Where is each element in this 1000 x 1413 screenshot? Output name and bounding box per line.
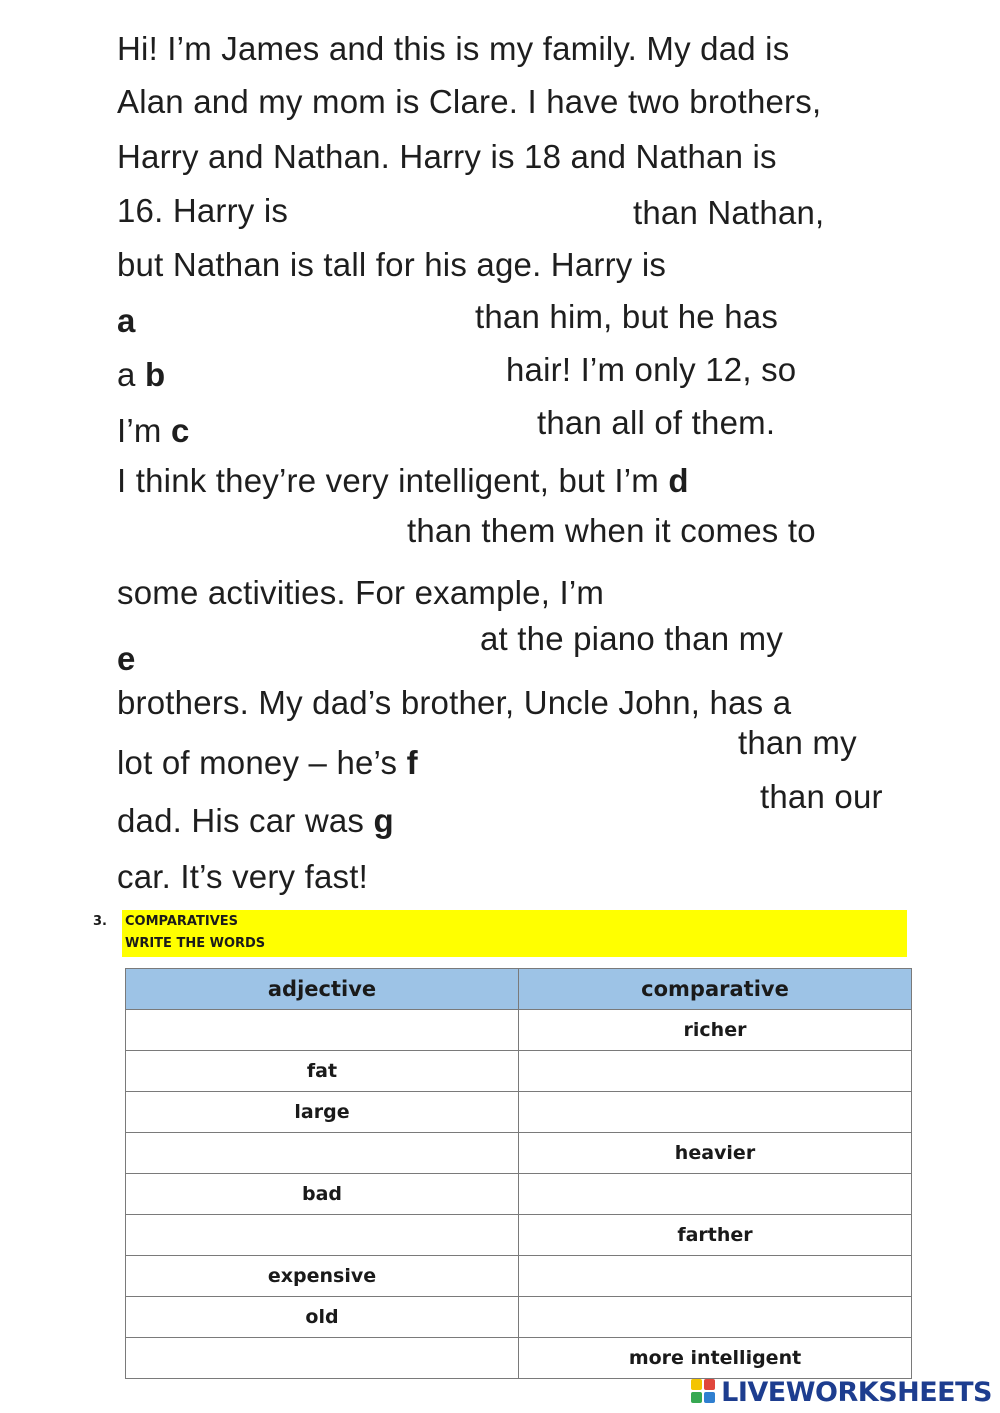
passage-line-7a: a b (117, 356, 166, 393)
section-instruction: WRITE THE WORDS (125, 936, 266, 951)
passage-line-6b: than him, but he has (475, 298, 779, 335)
passage-line-12b: at the piano than my (480, 620, 784, 657)
table-row (126, 1133, 912, 1174)
table-row (126, 1256, 912, 1297)
passage-line-8c: than all of them. (537, 404, 776, 441)
comparative-cell[interactable]: richer (519, 1010, 912, 1051)
gap-label-e: e (117, 640, 136, 677)
logo-squares-icon (691, 1379, 717, 1405)
adjective-cell[interactable] (126, 1338, 519, 1379)
table-row (126, 1215, 912, 1256)
table-row (126, 1051, 912, 1092)
passage-line-1: Hi! I’m James and this is my family. My dad is (117, 30, 790, 67)
comparative-cell[interactable] (519, 1174, 912, 1215)
gap-label-c: c (170, 412, 190, 449)
section-title: COMPARATIVES (125, 914, 238, 929)
adjective-cell[interactable]: expensive (126, 1256, 519, 1297)
passage-line-5: but Nathan is tall for his age. Harry is (117, 246, 667, 283)
table-row (126, 1010, 912, 1051)
passage-line-3: Harry and Nathan. Harry is 18 and Nathan is (117, 138, 777, 175)
gap-label-b: b (144, 356, 166, 393)
table-header-row (126, 969, 912, 1010)
gap-label-f: f (406, 744, 418, 781)
liveworksheets-logo (691, 1377, 992, 1407)
passage-line-4a: 16. Harry is (117, 192, 289, 229)
passage-line-7c: hair! I’m only 12, so (506, 351, 797, 388)
gap-label-d: d (668, 462, 689, 499)
passage-line-11: some activities. For example, I’m (117, 574, 605, 611)
table-row (126, 1092, 912, 1133)
gap-label-a: a (117, 302, 136, 339)
adjective-cell[interactable] (126, 1010, 519, 1051)
table-row (126, 1338, 912, 1379)
passage-line-15c: than our (760, 778, 883, 815)
comparative-cell[interactable]: farther (519, 1215, 912, 1256)
comparative-cell[interactable] (519, 1256, 912, 1297)
passage-line-4b: than Nathan, (633, 194, 825, 231)
passage-line-9: I think they’re very intelligent, but I’m d (117, 462, 689, 499)
adjective-cell[interactable]: large (126, 1092, 519, 1133)
adjective-cell[interactable]: bad (126, 1174, 519, 1215)
passage-line-10: than them when it comes to (407, 512, 816, 549)
adjective-cell[interactable] (126, 1215, 519, 1256)
comparative-cell[interactable] (519, 1092, 912, 1133)
comparative-cell[interactable]: more intelligent (519, 1338, 912, 1379)
adjective-cell[interactable] (126, 1133, 519, 1174)
table-row (126, 1174, 912, 1215)
header-adjective: adjective (126, 969, 519, 1010)
passage-line-13: brothers. My dad’s brother, Uncle John, has a (117, 684, 792, 721)
passage-line-2: Alan and my mom is Clare. I have two brothers, (117, 83, 822, 120)
section-number: 3. (93, 914, 107, 929)
header-comparative: comparative (519, 969, 912, 1010)
gap-label-g: g (373, 802, 394, 839)
comparative-cell[interactable] (519, 1297, 912, 1338)
passage-line-16: car. It’s very fast! (117, 858, 368, 895)
passage-line-15: dad. His car was g (117, 802, 394, 839)
adjective-cell[interactable]: fat (126, 1051, 519, 1092)
comparative-cell[interactable] (519, 1051, 912, 1092)
passage-line-8a: I’m c (117, 412, 190, 449)
brand-text: LIVEWORKSHEETS (721, 1376, 992, 1408)
passage-line-14: lot of money – he’s f (117, 744, 418, 781)
comparatives-table (125, 968, 912, 1379)
table-row (126, 1297, 912, 1338)
adjective-cell[interactable]: old (126, 1297, 519, 1338)
passage-line-14c: than my (738, 724, 857, 761)
comparative-cell[interactable]: heavier (519, 1133, 912, 1174)
